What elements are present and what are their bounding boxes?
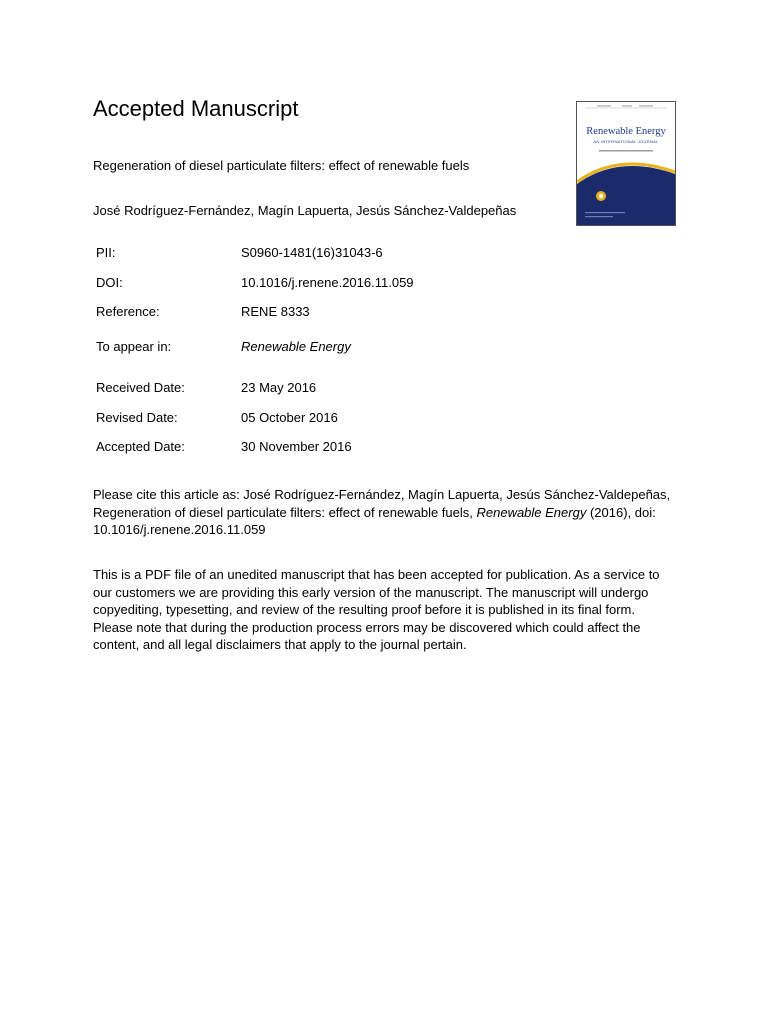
accepted-label: Accepted Date: (96, 439, 185, 454)
cover-journal-subtitle: AN INTERNATIONAL JOURNAL (593, 139, 659, 144)
doi-label: DOI: (96, 275, 123, 290)
accepted-value: 30 November 2016 (241, 439, 352, 454)
disclaimer-paragraph: This is a PDF file of an unedited manuscript that has been accepted for publication. As a service to our customers we are providing this early version of the manuscript. The manuscript will undergo copyediting, typesetting, and review of the resulting proof before it is published in its final form. Please note that during the production process errors may be discovered which could affect the content, and all legal disclaimers that apply to the journal pertain. (93, 567, 660, 652)
doi-value: 10.1016/j.renene.2016.11.059 (241, 275, 414, 290)
received-value: 23 May 2016 (241, 380, 317, 395)
revised-value: 05 October 2016 (241, 410, 338, 425)
citation-journal: Renewable Energy (476, 504, 587, 520)
page-title: Accepted Manuscript (93, 96, 299, 121)
reference-value: RENE 8333 (241, 304, 310, 319)
journal-cover-image (576, 101, 676, 226)
reference-label: Reference: (96, 304, 160, 319)
citation-suffix: (2016), doi: 10.1016/j.renene.2016.11.059 (93, 504, 656, 537)
article-authors: José Rodríguez-Fernández, Magín Lapuerta, Jesús Sánchez-Valdepeñas (93, 203, 517, 218)
pii-value: S0960-1481(16)31043-6 (241, 245, 383, 260)
received-label: Received Date: (96, 380, 185, 395)
appear-label: To appear in: (96, 339, 172, 354)
article-title: Regeneration of diesel particulate filters: effect of renewable fuels (93, 158, 470, 173)
pii-label: PII: (96, 245, 116, 260)
citation-prefix: Please cite this article as: José Rodríguez-Fernández, Magín Lapuerta, Jesús Sánchez-Valdepeñas, Regeneration of diesel particulate filters: effect of renewable fuels, (93, 487, 671, 520)
appear-value: Renewable Energy (241, 339, 351, 354)
revised-label: Revised Date: (96, 410, 178, 425)
citation-paragraph (93, 486, 678, 539)
cover-journal-name: Renewable Energy (586, 126, 666, 137)
